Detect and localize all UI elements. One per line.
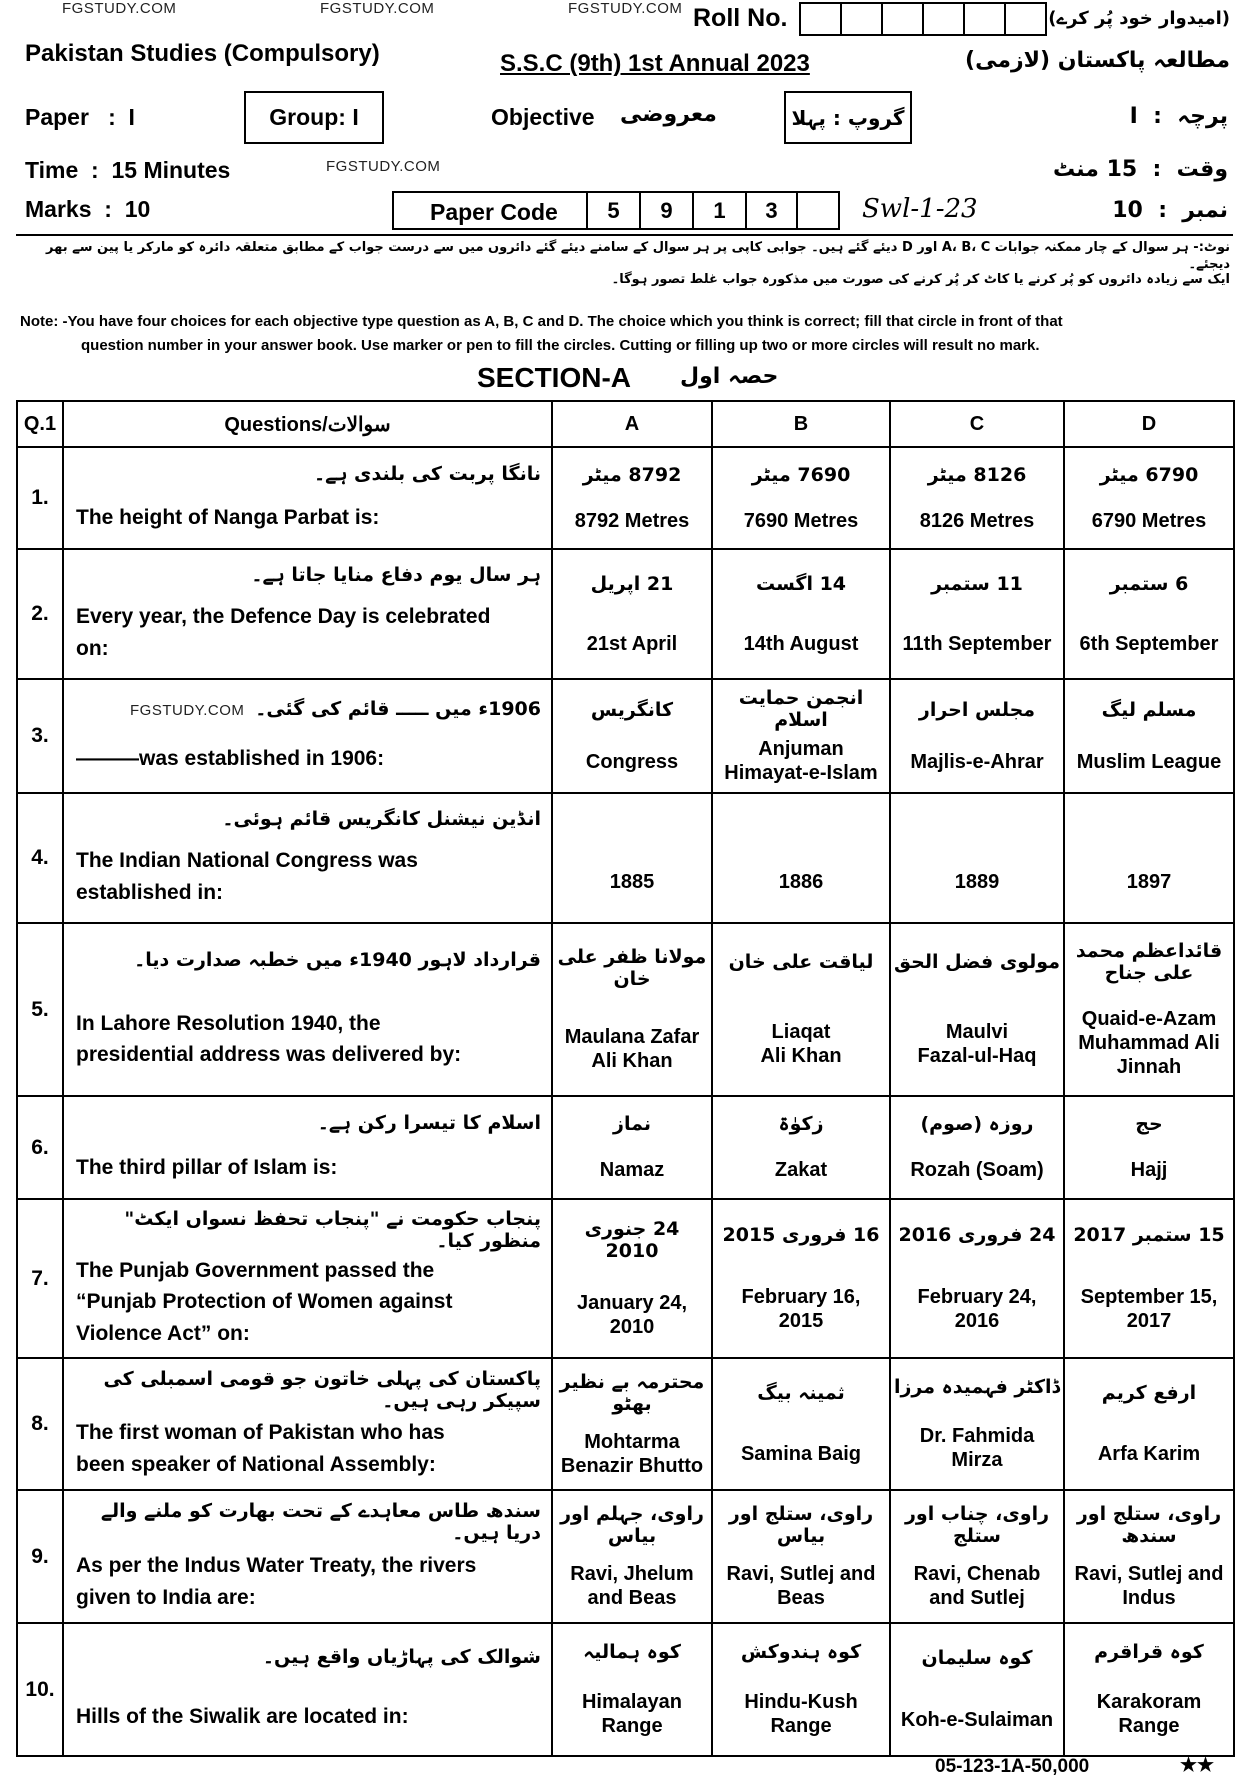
question-row [17, 1358, 1234, 1490]
option-english: 6th September [1079, 632, 1219, 655]
option-urdu: 8126 میٹر [927, 463, 1027, 486]
note-english-line2: question number in your answer book. Use marker or pen to fill the circles. Cutting or filling up two or more circles will result no mark. [81, 337, 1040, 354]
option-b [712, 1199, 890, 1358]
subject-urdu: مطالعہ پاکستان (لازمی) [965, 48, 1230, 73]
question-english: The height of Nanga Parbat is: [76, 505, 380, 529]
option-b [712, 1623, 890, 1756]
table-header-row [17, 401, 1234, 447]
question-urdu: سندھ طاس معاہدے کے تحت بھارت کو ملنے والے دریا ہیں۔ [100, 1500, 541, 1544]
question-urdu: ہر سال یوم دفاع منایا جاتا ہے۔ [251, 563, 541, 586]
option-urdu: 7690 میٹر [751, 463, 851, 486]
option-english: Liaqat Ali Khan [760, 1020, 842, 1067]
time-urdu: وقت : 15 منٹ [1053, 157, 1228, 182]
option-english: Hajj [1130, 1159, 1168, 1182]
footer-stars: ★★ [1180, 1755, 1215, 1776]
option-english: September 15, 2017 [1080, 1286, 1218, 1333]
option-c [890, 549, 1064, 679]
option-urdu: مجلس احرار [918, 698, 1036, 721]
option-urdu: 24 جنوری 2010 [584, 1218, 680, 1263]
roll-no-label: Roll No. [693, 4, 788, 32]
option-urdu: 14 اگست [755, 572, 847, 595]
option-urdu: 16 فروری 2015 [722, 1223, 880, 1246]
option-urdu: 8792 میٹر [582, 463, 682, 486]
option-english: Zakat [774, 1159, 828, 1182]
option-c [890, 1490, 1064, 1623]
option-urdu: انجمن حمایت اسلام [738, 687, 864, 731]
question-urdu: پاکستان کی پہلی خاتون جو قومی اسمبلی کی سپیکر رہی ہیں۔ [103, 1367, 541, 1412]
question-urdu: قرارداد لاہور 1940ء میں خطبہ صدارت دیا۔ [134, 948, 541, 971]
question-number: 7. [17, 1199, 63, 1358]
paper-code-digit: 1 [692, 193, 745, 228]
question-row [17, 923, 1234, 1096]
header-q: Q.1 [17, 401, 63, 447]
option-a [552, 793, 712, 923]
option-english: 1886 [778, 871, 824, 893]
paper-label: Paper : I [25, 104, 135, 130]
header-questions: Questions/سوالات [63, 401, 552, 447]
option-english: Himalayan Range [581, 1690, 683, 1737]
option-english: Quaid-e-Azam Muhammad Ali Jinnah [1078, 1008, 1220, 1079]
time-label: Time : 15 Minutes [25, 157, 231, 183]
roll-no-digit-box[interactable] [922, 2, 965, 36]
option-d [1064, 1199, 1234, 1358]
option-english: Arfa Karim [1097, 1443, 1201, 1465]
group-urdu: گروپ : پہلا [791, 105, 905, 130]
option-urdu: ارفع کریم [1101, 1382, 1197, 1404]
group-box [244, 91, 384, 144]
question-number: 9. [17, 1490, 63, 1623]
option-urdu: ڈاکٹر فہمیدہ مرزا [893, 1376, 1061, 1398]
question-urdu: 1906ء میں ـــــ قائم کی گئی۔ [255, 697, 541, 720]
option-english: Ravi, Sutlej and Beas [726, 1563, 876, 1610]
option-english: Anjuman Himayat-e-Islam [724, 738, 878, 784]
question-urdu: نانگا پربت کی بلندی ہے۔ [314, 462, 541, 485]
question-cell [63, 1358, 552, 1490]
footer-code: 05-123-1A-50,000 [935, 1756, 1090, 1777]
option-c [890, 1096, 1064, 1199]
option-d [1064, 1358, 1234, 1490]
question-number: 3. [17, 679, 63, 793]
option-urdu: 6 ستمبر [1109, 572, 1189, 595]
option-b [712, 793, 890, 923]
question-number: 1. [17, 447, 63, 549]
option-a [552, 679, 712, 793]
header-b: B [712, 401, 890, 447]
option-urdu: مسلم لیگ [1101, 698, 1197, 721]
question-cell [63, 1623, 552, 1756]
objective-english: Objective [491, 104, 595, 130]
option-english: Ravi, Jhelum and Beas [570, 1563, 694, 1610]
question-row [17, 1623, 1234, 1756]
option-english: Hindu-Kush Range [744, 1690, 858, 1737]
paper-code-digit: 9 [639, 193, 692, 228]
marks-label: Marks : 10 [25, 196, 151, 222]
option-a [552, 1358, 712, 1490]
question-cell [63, 549, 552, 679]
option-a [552, 1199, 712, 1358]
option-english: 8126 Metres [919, 509, 1035, 532]
option-urdu: حج [1135, 1112, 1163, 1135]
option-urdu: محترمہ بے نظیر بھٹو [559, 1370, 705, 1415]
option-english: Rozah (Soam) [910, 1159, 1044, 1182]
questions-table [16, 400, 1235, 1757]
paper-code-box [392, 191, 840, 230]
option-english: Ravi, Sutlej and Indus [1074, 1563, 1224, 1610]
option-c [890, 1199, 1064, 1358]
watermark: FGSTUDY.COM [320, 0, 435, 17]
option-english: 1885 [609, 871, 655, 893]
option-english: 7690 Metres [743, 509, 859, 532]
header-c: C [890, 401, 1064, 447]
signature: Swl-1-23 [862, 194, 978, 224]
note-urdu-line1: نوٹ:- ہر سوال کے چار ممکنہ جوابات A، B، C اور D دیئے گئے ہیں۔ جوابی کاپی پر ہر سوال کے سامنے دیئے گئے دائروں میں سے درست جواب کے مطابق متعلقہ دائرہ کو مارکر یا پین سے بھر دیجئے۔ [46, 240, 1230, 272]
watermark: FGSTUDY.COM [130, 702, 245, 719]
roll-no-boxes[interactable] [799, 0, 1059, 40]
option-english: Ravi, Chenab and Sutlej [913, 1563, 1041, 1610]
question-number: 8. [17, 1358, 63, 1490]
paper-code-label: Paper Code [430, 199, 558, 225]
option-b [712, 549, 890, 679]
option-c [890, 447, 1064, 549]
question-english: ———was established in 1906: [76, 746, 385, 770]
option-a [552, 549, 712, 679]
paper-urdu: پرچہ : I [1129, 104, 1228, 129]
question-cell [63, 679, 552, 793]
option-d [1064, 447, 1234, 549]
option-english: Maulana Zafar Ali Khan [564, 1026, 700, 1073]
option-english: Mohtarma Benazir Bhutto [560, 1430, 704, 1477]
watermark: FGSTUDY.COM [568, 0, 683, 17]
question-row [17, 549, 1234, 679]
note-english-line1: Note: -You have four choices for each objective type question as A, B, C and D. The choice which you think is correct; fill that circle in front of that [20, 313, 1063, 330]
option-urdu: 11 ستمبر [931, 572, 1023, 595]
option-english: Maulvi Fazal-ul-Haq [917, 1020, 1037, 1067]
option-urdu: کوہ ہندوکش [740, 1641, 862, 1664]
subject-english: Pakistan Studies (Compulsory) [25, 40, 380, 67]
question-english: The third pillar of Islam is: [76, 1155, 338, 1179]
question-cell [63, 1199, 552, 1358]
option-b [712, 1096, 890, 1199]
option-b [712, 1490, 890, 1623]
option-urdu: زکوٰۃ [778, 1112, 824, 1135]
header-divider [16, 234, 1233, 236]
section-title-urdu: حصہ اول [680, 364, 779, 389]
option-urdu: 6790 میٹر [1099, 463, 1199, 486]
option-english: Koh-e-Sulaiman [900, 1708, 1054, 1731]
option-urdu: کوہ قراقرم [1094, 1641, 1204, 1664]
paper-code-digit: 3 [745, 193, 798, 228]
question-number: 10. [17, 1623, 63, 1756]
option-urdu: مولوی فضل الحق [894, 951, 1060, 974]
option-b [712, 679, 890, 793]
option-b [712, 923, 890, 1096]
option-english: 21st April [586, 632, 678, 655]
question-row [17, 793, 1234, 923]
option-urdu: ثمینہ بیگ [757, 1382, 845, 1404]
section-title: SECTION-A [477, 362, 631, 393]
watermark: FGSTUDY.COM [62, 0, 177, 17]
question-number: 4. [17, 793, 63, 923]
option-a [552, 1623, 712, 1756]
roll-no-note-urdu: (امیدوار خود پُر کرے) [1048, 8, 1230, 29]
option-d [1064, 1623, 1234, 1756]
option-urdu: لیاقت علی خان [728, 951, 874, 974]
option-urdu: راوی، ستلج اور بیاس [728, 1502, 874, 1547]
question-urdu: شوالک کی پہاڑیاں واقع ہیں۔ [262, 1646, 541, 1669]
question-english: Hills of the Siwalik are located in: [76, 1705, 409, 1729]
option-urdu: راوی، جہلم اور بیاس [560, 1502, 704, 1547]
roll-no-digit-box[interactable] [881, 2, 924, 36]
option-c [890, 1358, 1064, 1490]
option-english: 8792 Metres [574, 509, 690, 532]
question-cell [63, 447, 552, 549]
option-c [890, 793, 1064, 923]
question-cell [63, 923, 552, 1096]
option-urdu: راوی، چناب اور ستلج [904, 1502, 1050, 1547]
option-urdu: 15 ستمبر 2017 [1073, 1223, 1225, 1246]
option-urdu: نماز [613, 1112, 651, 1135]
option-d [1064, 793, 1234, 923]
option-d [1064, 1096, 1234, 1199]
option-urdu: کوہ ہمالیہ [583, 1641, 681, 1664]
question-urdu: انڈین نیشنل کانگریس قائم ہوئی۔ [222, 807, 541, 830]
question-cell [63, 793, 552, 923]
option-english: January 24, 2010 [576, 1291, 688, 1338]
option-b [712, 1358, 890, 1490]
question-row [17, 447, 1234, 549]
question-number: 5. [17, 923, 63, 1096]
option-urdu: کانگریس [590, 698, 674, 721]
group-box-urdu [784, 91, 912, 144]
option-english: February 24, 2016 [917, 1286, 1037, 1333]
roll-no-digit-box[interactable] [840, 2, 883, 36]
option-english: Dr. Fahmida Mirza [919, 1425, 1035, 1471]
option-c [890, 923, 1064, 1096]
question-urdu: پنجاب حکومت نے "پنجاب تحفظ نسواں ایکٹ" منظور کیا۔ [124, 1207, 541, 1252]
question-cell [63, 1096, 552, 1199]
option-urdu: 24 فروری 2016 [898, 1223, 1056, 1246]
roll-no-digit-box[interactable] [799, 2, 842, 36]
option-b [712, 447, 890, 549]
option-english: Congress [585, 750, 679, 773]
option-c [890, 679, 1064, 793]
question-english: In Lahore Resolution 1940, the presidential address was delivered by: [76, 1011, 462, 1066]
question-cell [63, 1490, 552, 1623]
option-english: 1889 [954, 871, 1000, 893]
paper-code-digit: 5 [586, 193, 639, 228]
question-row [17, 1096, 1234, 1199]
group-english: Group: I [269, 104, 359, 130]
question-english: The first woman of Pakistan who has been speaker of National Assembly: [76, 1421, 445, 1476]
option-d [1064, 923, 1234, 1096]
option-urdu: روزہ (صوم) [920, 1112, 1034, 1135]
question-english: As per the Indus Water Treaty, the rivers given to India are: [76, 1554, 477, 1609]
question-row [17, 1199, 1234, 1358]
note-urdu-line2: ایک سے زیادہ دائروں کو پُر کرنے یا کاٹ کر پُر کرنے کی صورت میں مذکورہ جواب غلط تصور ہوگا۔ [611, 272, 1230, 287]
option-english: Muslim League [1076, 750, 1222, 773]
marks-urdu: نمبر : 10 [1112, 198, 1228, 223]
roll-no-digit-box[interactable] [963, 2, 1006, 36]
option-d [1064, 679, 1234, 793]
option-urdu: راوی، ستلج اور سندھ [1076, 1502, 1222, 1547]
option-c [890, 1623, 1064, 1756]
question-row [17, 679, 1234, 793]
roll-no-digit-box[interactable] [1004, 2, 1047, 36]
question-english: The Indian National Congress was established in: [76, 849, 418, 904]
exam-title: S.S.C (9th) 1st Annual 2023 [500, 50, 810, 77]
option-english: 1897 [1126, 871, 1172, 893]
option-english: February 16, 2015 [741, 1286, 861, 1333]
option-urdu: قائداعظم محمد علی جناح [1075, 939, 1223, 984]
question-english: The Punjab Government passed the “Punjab Protection of Women against Violence Act” on: [76, 1258, 453, 1345]
question-urdu: اسلام کا تیسرا رکن ہے۔ [317, 1111, 541, 1134]
option-english: 6790 Metres [1091, 509, 1207, 532]
option-english: 14th August [743, 632, 859, 655]
header-a: A [552, 401, 712, 447]
option-english: Majlis-e-Ahrar [910, 750, 1044, 773]
option-english: Namaz [599, 1159, 665, 1182]
objective-urdu: معروضی [620, 102, 717, 127]
question-english: Every year, the Defence Day is celebrated on: [76, 605, 491, 660]
option-english: Karakoram Range [1096, 1690, 1202, 1737]
option-english: 11th September [902, 632, 1052, 655]
watermark: FGSTUDY.COM [326, 158, 441, 175]
question-number: 6. [17, 1096, 63, 1199]
option-a [552, 1490, 712, 1623]
question-number: 2. [17, 549, 63, 679]
option-a [552, 1096, 712, 1199]
header-d: D [1064, 401, 1234, 447]
option-urdu: مولانا ظفر علی خان [557, 945, 707, 990]
question-row [17, 1490, 1234, 1623]
option-d [1064, 549, 1234, 679]
option-d [1064, 1490, 1234, 1623]
option-a [552, 923, 712, 1096]
option-urdu: 21 اپریل [590, 572, 674, 595]
option-english: Samina Baig [740, 1443, 862, 1465]
option-urdu: کوہ سلیمان [921, 1647, 1033, 1670]
option-a [552, 447, 712, 549]
